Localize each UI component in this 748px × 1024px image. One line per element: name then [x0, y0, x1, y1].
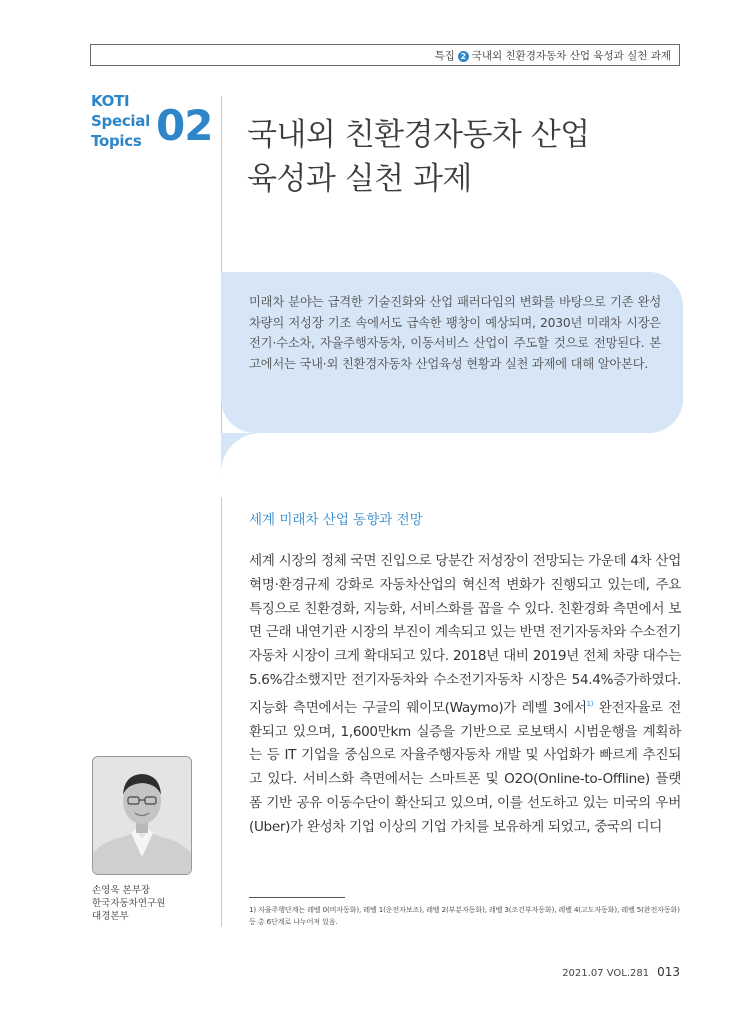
- author-organization: 한국자동차연구원: [92, 898, 166, 909]
- series-line-koti: KOTI: [91, 92, 130, 110]
- header-number-badge: 2: [458, 51, 469, 62]
- author-portrait-image: [93, 757, 191, 874]
- footnote-rule: [249, 897, 345, 898]
- author-photo: [92, 756, 192, 875]
- author-info: [92, 884, 165, 923]
- footnote-text: 1) 자율주행단계는 레벨 0(비자동화), 레벨 1(운전자보조), 레벨 2(부분자동화), 레벨 3(조건부자동화), 레벨 4(고도자동화), 레벨 5(완전자동화) 등 총 6단계로 나누어져 있음.: [249, 905, 680, 926]
- body-text-part-1: 세계 시장의 정체 국면 진입으로 당분간 저성장이 전망되는 가운데 4차 산업혁명·환경규제 강화로 자동차산업의 혁신적 변화가 진행되고 있는데, 주요 특징으로 친환경화, 지능화, 서비스화를 꼽을 수 있다. 친환경화 측면에서 보면 근래 내연기관 시장의 부진이 계속되고 있는 반면 전기자동차와 수소전기자동차 시장이 크게 확대되고 있다. 2018년 대비 2019년 전체 차량 대수는 5.6%감소했지만 전기자동차와 수소전기자동차 시장은 54.4%증가하였다. 지능화 측면에서는 구글의 웨이모(Waymo)가 레벨 3에서: [249, 553, 681, 716]
- column-divider: [221, 96, 222, 927]
- series-line-topics: Topics: [91, 132, 142, 150]
- page-footer: [562, 965, 680, 979]
- header-prefix: 특집: [434, 50, 455, 62]
- series-line-special: Special: [91, 112, 150, 130]
- footnote-ref[interactable]: 1): [586, 699, 594, 708]
- author-department: 대경본부: [92, 911, 129, 922]
- header-title: 국내외 친환경자동차 산업 육성과 실천 과제: [471, 50, 671, 62]
- author-name: 손영욱 본부장: [92, 885, 151, 896]
- section-heading: 세계 미래차 산업 동향과 전망: [249, 512, 423, 528]
- page-number: 013: [657, 965, 680, 979]
- summary-text: 미래차 분야는 급격한 기술진화와 산업 패러다임의 변화를 바탕으로 기존 완성차량의 저성장 기조 속에서도 급속한 팽창이 예상되며, 2030년 미래차 시장은 전기·수소차, 자율주행자동차, 이동서비스 산업이 주도할 것으로 전망된다. 본고에서는 국내·외 친환경자동차 산업육성 현황과 실천 과제에 대해 알아본다.: [249, 295, 661, 371]
- running-header: [90, 44, 680, 66]
- topic-number: 02: [156, 101, 213, 150]
- body-text-part-2: 완전자율로 전환되고 있으며, 1,600만km 실증을 기반으로 로보택시 시범운행을 계획하는 등 IT 기업을 중심으로 자율주행자동차 개발 및 사업화가 빠르게 추진되고 있다. 서비스화 측면에서는 스마트폰 및 O2O(Online-to-Offline) 플랫폼 기반 공유 이동수단이 확산되고 있으며, 이를 선도하고 있는 미국의 우버(Uber)가 완성차 기업 이상의 기업 가치를 보유하게 되었고, 중국의 디디: [249, 699, 681, 835]
- issue-info: 2021.07 VOL.281: [562, 968, 650, 979]
- article-title: [247, 113, 677, 201]
- series-label: [91, 91, 161, 151]
- body-paragraph: [249, 550, 681, 840]
- title-line-2: 육성과 실천 과제: [247, 161, 472, 197]
- title-line-1: 국내외 친환경자동차 산업: [247, 117, 590, 153]
- running-header-text: [434, 48, 671, 63]
